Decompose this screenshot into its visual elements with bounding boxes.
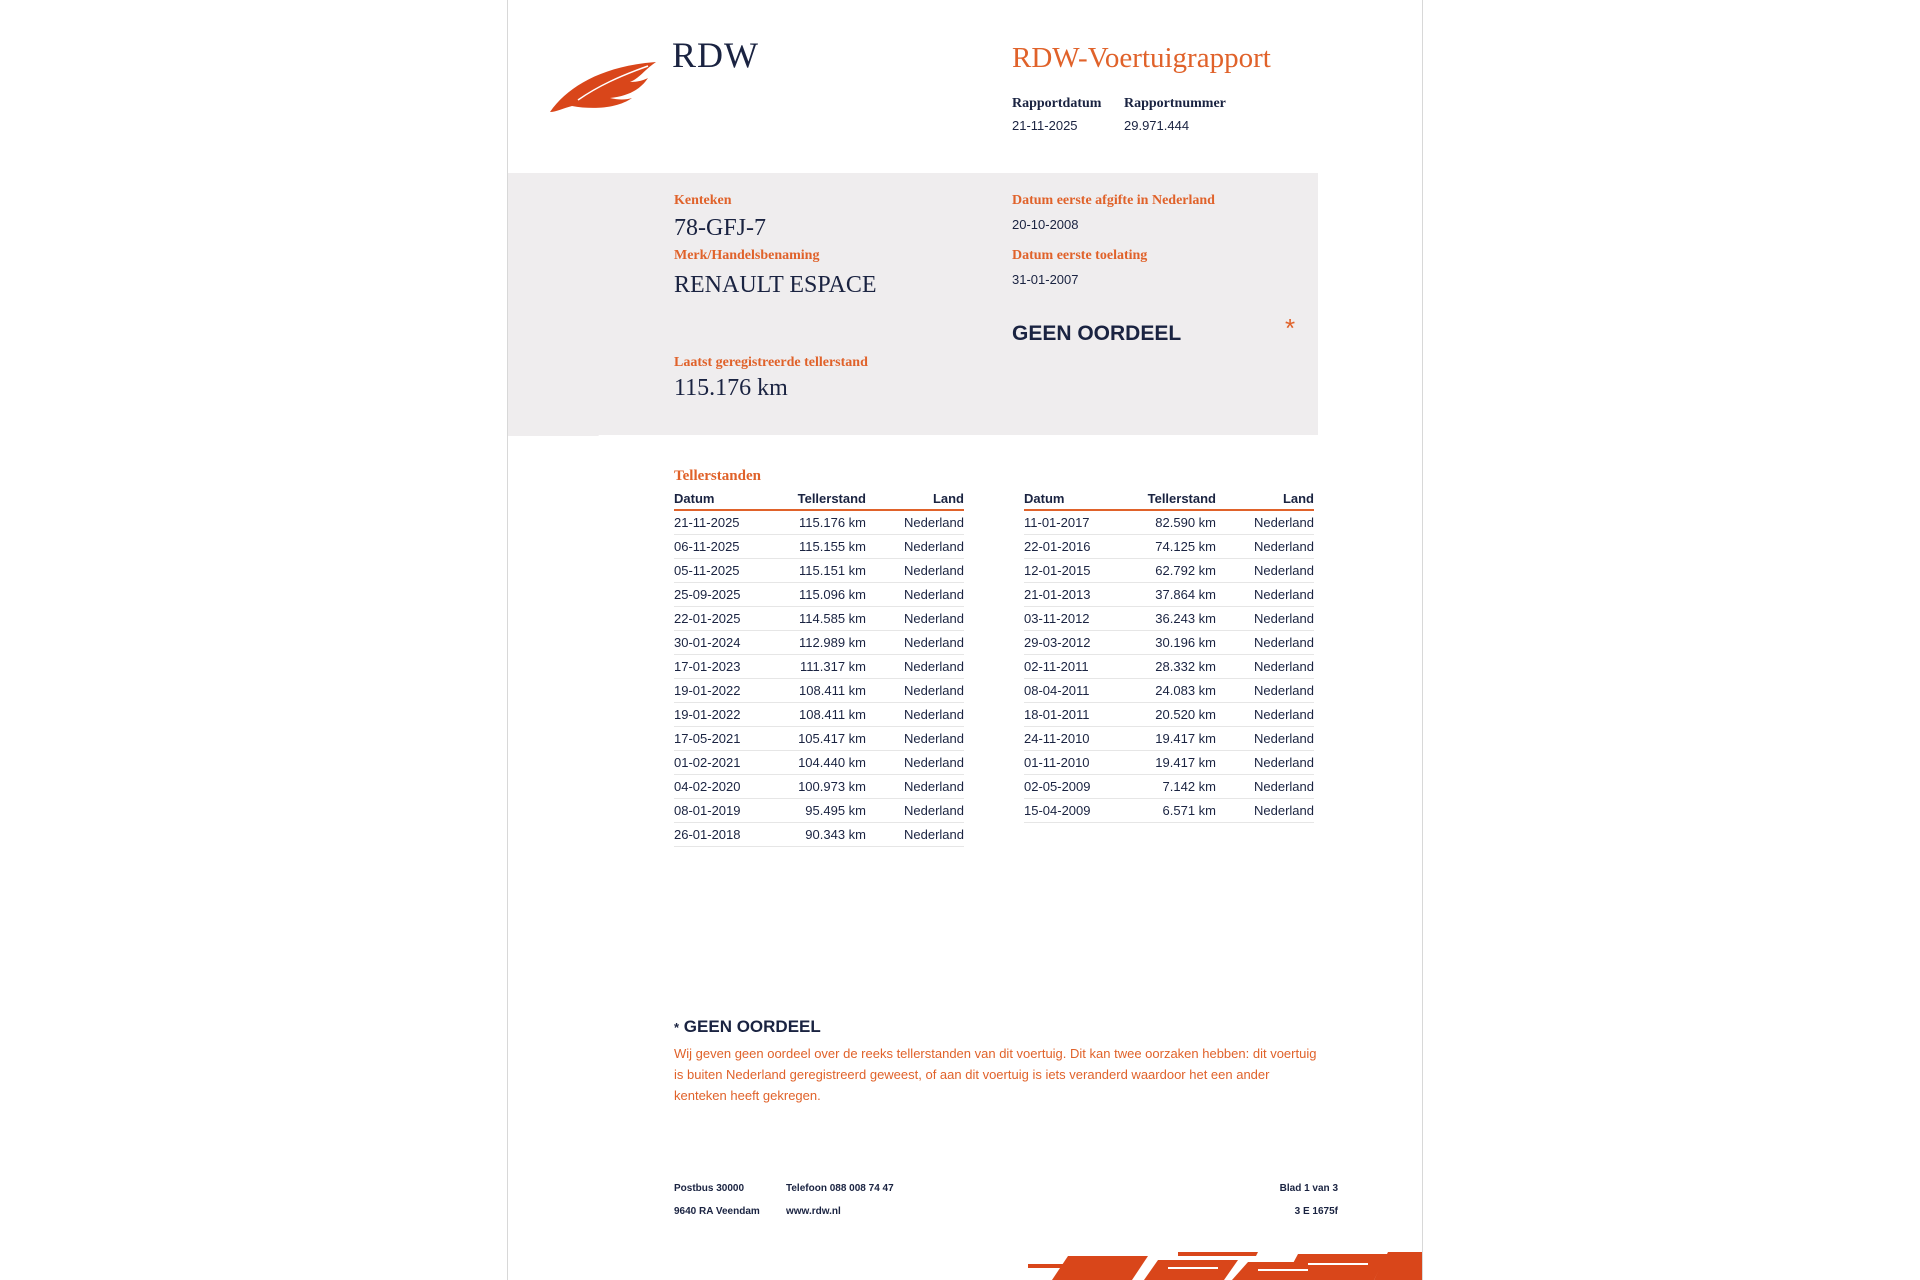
reading-row [1024,775,1314,799]
make-value: RENAULT ESPACE [674,272,877,298]
reading-country: Nederland [1216,751,1314,775]
make-label: Merk/Handelsbenaming [674,248,820,263]
col-country-header: Land [866,490,964,510]
reading-km: 28.332 km [1142,655,1216,679]
reading-date: 08-04-2011 [1024,679,1142,703]
reading-km: 62.792 km [1142,559,1216,583]
plate-label: Kenteken [674,193,732,208]
reading-date: 26-01-2018 [674,823,792,847]
reading-row [674,775,964,799]
reading-date: 01-11-2010 [1024,751,1142,775]
reading-date: 02-11-2011 [1024,655,1142,679]
reading-row [674,799,964,823]
report-date: 21-11-2025 [1012,118,1078,133]
brand-name: RDW [672,35,759,75]
reading-date: 22-01-2025 [674,607,792,631]
reading-row [1024,679,1314,703]
footer-postbus: Postbus 30000 [674,1183,745,1194]
reading-row [674,823,964,847]
reading-km: 19.417 km [1142,751,1216,775]
reading-km: 19.417 km [1142,727,1216,751]
reading-country: Nederland [866,607,964,631]
reading-row [674,607,964,631]
reading-row [674,703,964,727]
reading-km: 6.571 km [1142,799,1216,823]
reading-date: 12-01-2015 [1024,559,1142,583]
reading-km: 115.151 km [792,559,866,583]
reading-date: 11-01-2017 [1024,510,1142,535]
report-page [507,0,1423,1280]
first-nl-label: Datum eerste afgifte in Nederland [1012,193,1215,208]
readings-table-left [674,490,964,847]
readings-title: Tellerstanden [674,468,761,484]
reading-km: 90.343 km [792,823,866,847]
reading-km: 74.125 km [1142,535,1216,559]
plate-value: 78-GFJ-7 [674,215,767,241]
reading-country: Nederland [866,510,964,535]
reading-country: Nederland [866,559,964,583]
reading-country: Nederland [866,727,964,751]
footer-stripes-decoration [1028,1250,1422,1280]
odometer-label: Laatst geregistreerde tellerstand [674,355,868,370]
note-star: * [674,1020,680,1035]
reading-row [674,510,964,535]
reading-km: 20.520 km [1142,703,1216,727]
reading-date: 17-05-2021 [674,727,792,751]
reading-km: 115.096 km [792,583,866,607]
reading-country: Nederland [1216,583,1314,607]
reading-km: 95.495 km [792,799,866,823]
note-heading [674,1017,821,1037]
reading-date: 24-11-2010 [1024,727,1142,751]
reading-date: 30-01-2024 [674,631,792,655]
reading-country: Nederland [866,655,964,679]
reading-row [1024,655,1314,679]
reading-country: Nederland [1216,655,1314,679]
reading-date: 05-11-2025 [674,559,792,583]
reading-km: 111.317 km [792,655,866,679]
reading-country: Nederland [1216,535,1314,559]
reading-row [1024,535,1314,559]
reading-country: Nederland [1216,559,1314,583]
reading-row [1024,510,1314,535]
verdict-star: * [1285,313,1296,343]
reading-km: 108.411 km [792,703,866,727]
footer-code: 3 E 1675f [1294,1206,1338,1217]
reading-row [674,655,964,679]
reading-km: 100.973 km [792,775,866,799]
reading-row [1024,559,1314,583]
reading-date: 01-02-2021 [674,751,792,775]
reading-km: 7.142 km [1142,775,1216,799]
col-km-header: Tellerstand [1142,490,1216,510]
reading-date: 21-11-2025 [674,510,792,535]
reading-country: Nederland [1216,679,1314,703]
reading-row [674,679,964,703]
readings-table-right [1024,490,1314,823]
reading-date: 21-01-2013 [1024,583,1142,607]
reading-row [1024,607,1314,631]
reading-country: Nederland [1216,727,1314,751]
reading-country: Nederland [1216,703,1314,727]
reading-date: 19-01-2022 [674,703,792,727]
reading-date: 17-01-2023 [674,655,792,679]
reading-km: 30.196 km [1142,631,1216,655]
reading-date: 08-01-2019 [674,799,792,823]
reading-row [1024,631,1314,655]
first-admission-value: 31-01-2007 [1012,272,1079,287]
reading-row [1024,799,1314,823]
footer-web: www.rdw.nl [786,1206,841,1217]
reading-country: Nederland [866,631,964,655]
reading-row [674,583,964,607]
note-title: GEEN OORDEEL [683,1017,821,1036]
reading-row [674,559,964,583]
reading-date: 15-04-2009 [1024,799,1142,823]
odometer-value: 115.176 km [674,375,788,401]
report-date-label: Rapportdatum [1012,96,1102,111]
reading-row [1024,703,1314,727]
reading-row [1024,583,1314,607]
reading-country: Nederland [866,823,964,847]
report-title: RDW-Voertuigrapport [1012,42,1271,74]
col-country-header: Land [1216,490,1314,510]
reading-date: 02-05-2009 [1024,775,1142,799]
reading-country: Nederland [866,799,964,823]
reading-row [674,535,964,559]
reading-date: 29-03-2012 [1024,631,1142,655]
reading-date: 25-09-2025 [674,583,792,607]
reading-row [674,751,964,775]
first-admission-label: Datum eerste toelating [1012,248,1148,263]
reading-country: Nederland [866,751,964,775]
reading-country: Nederland [1216,510,1314,535]
report-number-label: Rapportnummer [1124,96,1226,111]
reading-km: 24.083 km [1142,679,1216,703]
reading-country: Nederland [1216,607,1314,631]
reading-country: Nederland [866,535,964,559]
rdw-feather-logo-icon [548,56,658,116]
footer-city: 9640 RA Veendam [674,1206,760,1217]
report-number: 29.971.444 [1124,118,1190,133]
reading-country: Nederland [866,679,964,703]
reading-km: 112.989 km [792,631,866,655]
first-nl-value: 20-10-2008 [1012,217,1079,232]
reading-country: Nederland [866,775,964,799]
reading-row [1024,751,1314,775]
reading-row [1024,727,1314,751]
verdict: GEEN OORDEEL [1012,322,1182,345]
reading-km: 104.440 km [792,751,866,775]
footer-phone: Telefoon 088 008 74 47 [786,1183,894,1194]
reading-row [674,631,964,655]
col-km-header: Tellerstand [792,490,866,510]
reading-date: 22-01-2016 [1024,535,1142,559]
reading-country: Nederland [866,703,964,727]
note-text: Wij geven geen oordeel over de reeks tellerstanden van dit voertuig. Dit kan twee oorzaken hebben: dit voertuig is buiten Nederland geregistreerd geweest, of aan dit voertuig is iets veranderd waardoor het een ander kenteken heeft gekregen. [674,1046,1317,1103]
reading-km: 36.243 km [1142,607,1216,631]
reading-country: Nederland [1216,775,1314,799]
vehicle-summary-panel [508,173,1318,435]
reading-km: 108.411 km [792,679,866,703]
reading-km: 115.176 km [792,510,866,535]
reading-date: 18-01-2011 [1024,703,1142,727]
reading-km: 105.417 km [792,727,866,751]
reading-country: Nederland [1216,631,1314,655]
reading-row [674,727,964,751]
footer-page: Blad 1 van 3 [1279,1183,1338,1194]
reading-km: 115.155 km [792,535,866,559]
reading-km: 82.590 km [1142,510,1216,535]
reading-date: 04-02-2020 [674,775,792,799]
reading-date: 19-01-2022 [674,679,792,703]
col-date-header: Datum [674,490,792,510]
reading-km: 114.585 km [792,607,866,631]
col-date-header: Datum [1024,490,1142,510]
reading-country: Nederland [866,583,964,607]
reading-date: 03-11-2012 [1024,607,1142,631]
reading-country: Nederland [1216,799,1314,823]
reading-date: 06-11-2025 [674,535,792,559]
reading-km: 37.864 km [1142,583,1216,607]
